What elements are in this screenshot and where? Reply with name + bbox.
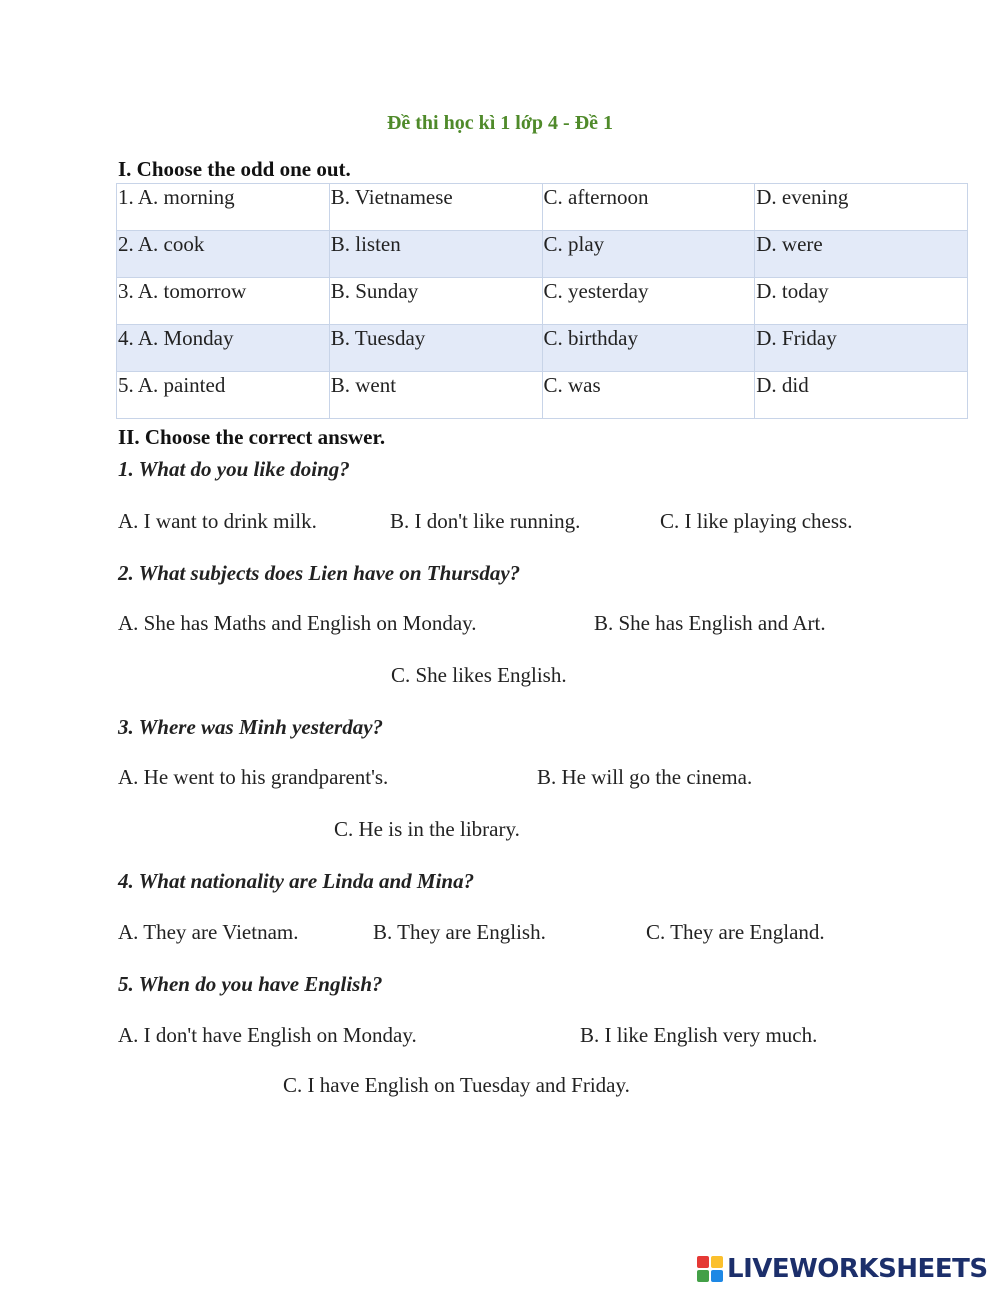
table-cell: 4. A. Monday [117, 325, 330, 372]
question-4: 4. What nationality are Linda and Mina? [118, 869, 475, 893]
table-cell: 2. A. cook [117, 231, 330, 278]
question-1: 1. What do you like doing? [118, 457, 350, 481]
table-cell: D. today [755, 278, 968, 325]
option-4a[interactable]: A. They are Vietnam. [118, 920, 299, 944]
table-row [117, 184, 968, 231]
table-cell: B. Tuesday [329, 325, 542, 372]
question-2: 2. What subjects does Lien have on Thursday? [118, 561, 521, 585]
logo-square [711, 1256, 723, 1268]
option-2b[interactable]: B. She has English and Art. [594, 611, 826, 635]
table-cell: B. went [329, 372, 542, 419]
table-cell: D. did [755, 372, 968, 419]
table-cell: B. listen [329, 231, 542, 278]
option-4b[interactable]: B. They are English. [373, 920, 546, 944]
liveworksheets-logo [697, 1254, 988, 1284]
option-1c[interactable]: C. I like playing chess. [660, 509, 853, 533]
option-5c[interactable]: C. I have English on Tuesday and Friday. [283, 1073, 630, 1097]
table-cell: 1. A. morning [117, 184, 330, 231]
option-4c[interactable]: C. They are England. [646, 920, 825, 944]
page-title: Đề thi học kì 1 lớp 4 - Đề 1 [386, 112, 614, 134]
question-5: 5. When do you have English? [118, 972, 383, 996]
option-2c[interactable]: C. She likes English. [391, 663, 567, 687]
table-row [117, 231, 968, 278]
table-cell: D. Friday [755, 325, 968, 372]
table-cell: C. was [542, 372, 755, 419]
question-3: 3. Where was Minh yesterday? [118, 715, 384, 739]
table-cell: C. afternoon [542, 184, 755, 231]
table-cell: B. Vietnamese [329, 184, 542, 231]
option-5b[interactable]: B. I like English very much. [580, 1023, 818, 1047]
table-cell: B. Sunday [329, 278, 542, 325]
table-cell: D. evening [755, 184, 968, 231]
table-row [117, 372, 968, 419]
section-1-heading: I. Choose the odd one out. [118, 157, 351, 181]
table-row [117, 278, 968, 325]
table-cell: D. were [755, 231, 968, 278]
option-3c[interactable]: C. He is in the library. [334, 817, 520, 841]
logo-text: LIVEWORKSHEETS [727, 1254, 988, 1284]
table-cell: 3. A. tomorrow [117, 278, 330, 325]
table-cell: 5. A. painted [117, 372, 330, 419]
option-5a[interactable]: A. I don't have English on Monday. [118, 1023, 417, 1047]
table-cell: C. birthday [542, 325, 755, 372]
option-3a[interactable]: A. He went to his grandparent's. [118, 765, 389, 789]
option-1b[interactable]: B. I don't like running. [390, 509, 581, 533]
logo-square [697, 1270, 709, 1282]
logo-square [697, 1256, 709, 1268]
section-2-heading: II. Choose the correct answer. [118, 425, 386, 449]
option-1a[interactable]: A. I want to drink milk. [118, 509, 317, 533]
logo-squares-icon [697, 1256, 723, 1282]
option-3b[interactable]: B. He will go the cinema. [537, 765, 753, 789]
table-cell: C. play [542, 231, 755, 278]
table-cell: C. yesterday [542, 278, 755, 325]
logo-square [711, 1270, 723, 1282]
odd-one-out-table [116, 183, 968, 419]
option-2a[interactable]: A. She has Maths and English on Monday. [118, 611, 477, 635]
table-row [117, 325, 968, 372]
